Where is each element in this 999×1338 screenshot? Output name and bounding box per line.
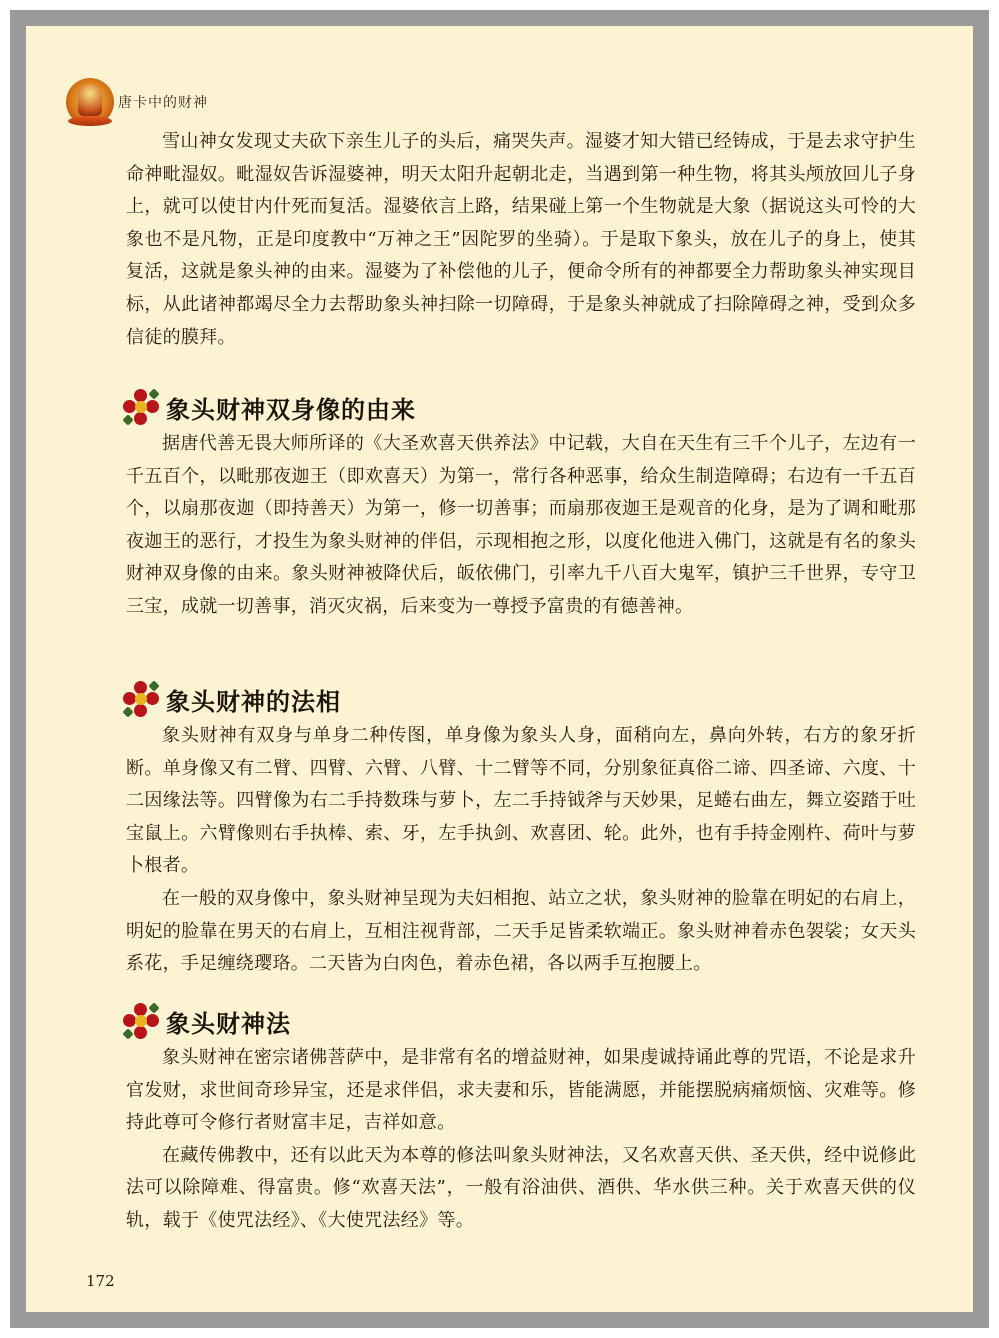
red-flower-ornament-icon bbox=[122, 1002, 160, 1040]
section-2-paragraph-1: 象头财神有双身与单身二种传图，单身像为象头人身，面稍向左，鼻向外转，右方的象牙折断。单身像又有二臂、四臂、六臂、八臂、十二臂等不同，分别象征真俗二谛、四圣谛、六度、十二因缘法等。四臂像为右二手持数珠与萝卜，左二手持钺斧与天妙果，足蜷右曲左，舞立姿踏于吐宝鼠上。六臂像则右手执棒、索、牙，左手执剑、欢喜团、轮。此外，也有手持金刚杵、荷叶与萝卜根者。 bbox=[126, 725, 916, 877]
running-header-title: 唐卡中的财神 bbox=[118, 95, 208, 111]
page-number: 172 bbox=[86, 1272, 115, 1290]
thangka-deity-emblem-icon bbox=[64, 76, 116, 128]
section-3-paragraph-2: 在藏传佛教中，还有以此天为本尊的修法叫象头财神法，又名欢喜天供、圣天供，经中说修此法可以除障难、得富贵。修“欢喜天法”，一般有浴油供、酒供、华水供三种。关于欢喜天供的仪轨，载于《使咒法经》、《大使咒法经》等。 bbox=[126, 1144, 916, 1231]
section-1-text bbox=[126, 428, 916, 624]
section-title-2: 象头财神的法相 bbox=[166, 687, 341, 716]
running-header bbox=[64, 76, 208, 128]
intro-text bbox=[126, 126, 916, 354]
section-heading-2 bbox=[122, 680, 341, 718]
section-2-text bbox=[126, 720, 916, 981]
red-flower-ornament-icon bbox=[122, 388, 160, 426]
section-heading-1 bbox=[122, 388, 416, 426]
intro-paragraph-1: 雪山神女发现丈夫砍下亲生儿子的头后，痛哭失声。湿婆才知大错已经铸成，于是去求守护生命神毗湿奴。毗湿奴告诉湿婆神，明天太阳升起朝北走，当遇到第一种生物，将其头颅放回儿子身上，就可以使甘内什死而复活。湿婆依言上路，结果碰上第一个生物就是大象（据说这头可怜的大象也不是凡物，正是印度教中“万神之王”因陀罗的坐骑）。于是取下象头，放在儿子的身上，使其复活，这就是象头神的由来。湿婆为了补偿他的儿子，便命令所有的神都要全力帮助象头神实现目标，从此诸神都竭尽全力去帮助象头神扫除一切障碍，于是象头神就成了扫除障碍之神，受到众多信徒的膜拜。 bbox=[126, 131, 916, 348]
red-flower-ornament-icon bbox=[122, 680, 160, 718]
section-1-paragraph-1: 据唐代善无畏大师所译的《大圣欢喜天供养法》中记载，大自在天生有三千个儿子，左边有一千五百个，以毗那夜迦王（即欢喜天）为第一，常行各种恶事，给众生制造障碍；右边有一千五百个，以扇那夜迦（即持善天）为第一，修一切善事；而扇那夜迦王是观音的化身，是为了调和毗那夜迦王的恶行，才投生为象头财神的伴侣，示现相抱之形，以度化他进入佛门，这就是有名的象头财神双身像的由来。象头财神被降伏后，皈依佛门，引率九千八百大鬼军，镇护三千世界，专守卫三宝，成就一切善事，消灭灾祸，后来变为一尊授予富贵的有德善神。 bbox=[126, 433, 916, 617]
section-title-1: 象头财神双身像的由来 bbox=[166, 395, 416, 424]
section-heading-3 bbox=[122, 1002, 291, 1040]
section-3-paragraph-1: 象头财神在密宗诸佛菩萨中，是非常有名的增益财神，如果虔诚持诵此尊的咒语，不论是求升官发财，求世间奇珍异宝，还是求伴侣，求夫妻和乐，皆能满愿，并能摆脱病痛烦恼、灾难等。修持此尊可令修行者财富丰足，吉祥如意。 bbox=[126, 1047, 916, 1134]
section-title-3: 象头财神法 bbox=[166, 1009, 291, 1038]
page-frame bbox=[10, 10, 989, 1328]
section-3-text bbox=[126, 1042, 916, 1238]
section-2-paragraph-2: 在一般的双身像中，象头财神呈现为夫妇相抱、站立之状，象头财神的脸靠在明妃的右肩上，明妃的脸靠在男天的右肩上，互相注视背部，二天手足皆柔软端正。象头财神着赤色袈裟；女天头系花，手足缠绕璎珞。二天皆为白肉色，着赤色裙，各以两手互抱腰上。 bbox=[126, 887, 916, 975]
book-page bbox=[26, 26, 973, 1312]
